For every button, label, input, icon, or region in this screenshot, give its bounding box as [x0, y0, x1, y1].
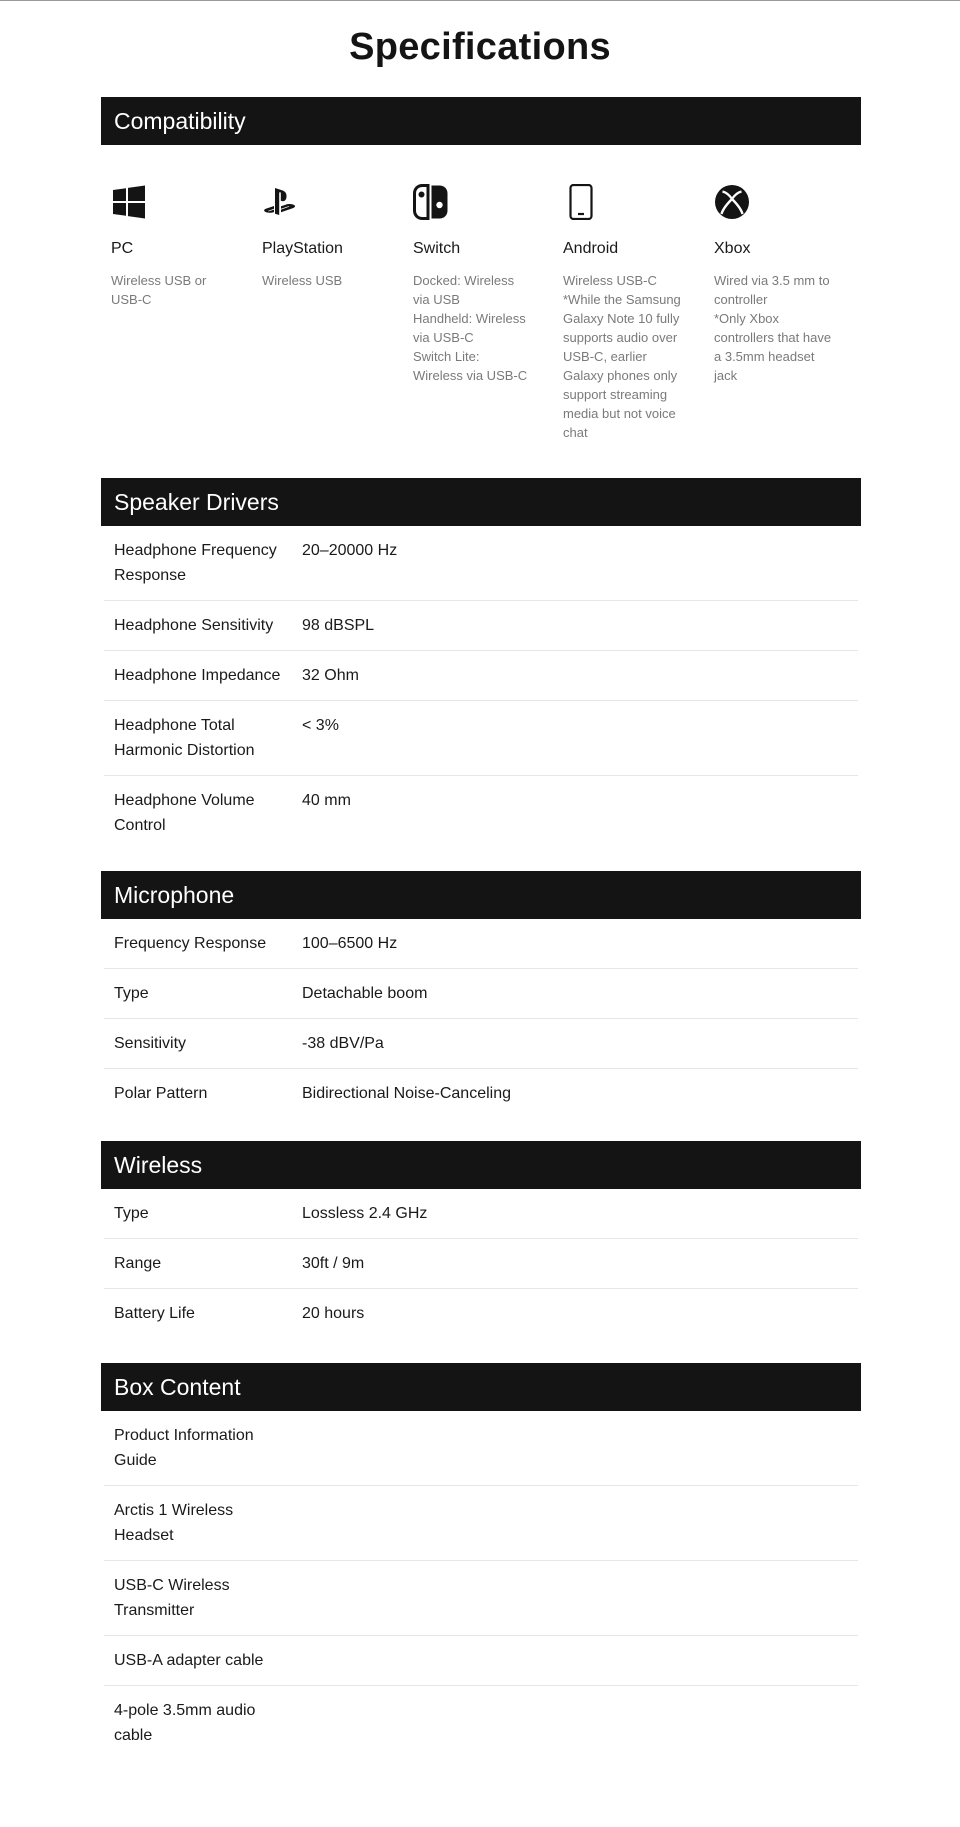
spec-value: 20 hours [302, 1305, 365, 1322]
speaker-drivers-table [104, 526, 858, 850]
table-row [104, 1019, 858, 1069]
spec-value: < 3% [302, 717, 339, 734]
spec-value: Bidirectional Noise-Canceling [302, 1085, 511, 1102]
compat-name: PC [111, 240, 134, 257]
windows-icon [111, 184, 147, 220]
table-row [104, 1069, 858, 1118]
spec-label: Polar Pattern [114, 1085, 208, 1102]
compat-playstation [262, 184, 402, 290]
smartphone-icon [563, 184, 599, 220]
spec-label: Battery Life [114, 1305, 195, 1322]
spec-value [302, 1698, 858, 1748]
compat-name: Switch [413, 240, 461, 257]
compat-name: Xbox [714, 240, 751, 257]
spec-label: Type [114, 985, 149, 1002]
table-row [104, 1239, 858, 1289]
compat-description: Wireless USB [262, 273, 343, 288]
spec-label: Type [114, 1205, 149, 1222]
compat-pc [111, 184, 251, 309]
table-row [104, 969, 858, 1019]
compat-switch [413, 184, 553, 385]
table-row [104, 1289, 858, 1338]
nintendo-switch-icon [413, 184, 449, 220]
top-divider [0, 0, 960, 1]
compat-description: Docked: Wireless via USB Handheld: Wireless via USB-C Switch Lite: Wireless via USB-C [413, 273, 528, 383]
table-row [104, 1411, 858, 1486]
compat-description: Wireless USB or USB-C [111, 273, 207, 307]
spec-value [302, 1648, 858, 1673]
spec-value: -38 dBV/Pa [302, 1035, 384, 1052]
spec-label: Range [114, 1255, 162, 1272]
spec-value [302, 1573, 858, 1623]
table-row [104, 1686, 858, 1760]
table-row [104, 1636, 858, 1686]
spec-label: Headphone Impedance [114, 667, 281, 684]
section-heading-speaker-drivers: Speaker Drivers [101, 478, 861, 526]
wireless-table [104, 1189, 858, 1338]
spec-label: USB-A adapter cable [114, 1652, 264, 1669]
spec-label: Headphone Total Harmonic Distortion [114, 717, 255, 759]
section-heading-compatibility: Compatibility [101, 97, 861, 145]
spec-label: Arctis 1 Wireless Headset [114, 1502, 234, 1544]
section-heading-wireless: Wireless [101, 1141, 861, 1189]
compat-name: Android [563, 240, 619, 257]
spec-value: 20–20000 Hz [302, 542, 398, 559]
table-row [104, 919, 858, 969]
microphone-table [104, 919, 858, 1118]
spec-label: Sensitivity [114, 1035, 187, 1052]
compat-description: Wired via 3.5 mm to controller *Only Xbox controllers that have a 3.5mm headset jack [714, 273, 832, 383]
table-row [104, 526, 858, 601]
spec-value: 40 mm [302, 792, 351, 809]
spec-value [302, 1423, 858, 1473]
section-heading-box-content: Box Content [101, 1363, 861, 1411]
table-row [104, 1561, 858, 1636]
spec-label: Product Information Guide [114, 1427, 254, 1469]
spec-value: 98 dBSPL [302, 617, 375, 634]
spec-label: Headphone Sensitivity [114, 617, 274, 634]
compat-android [563, 184, 703, 442]
compat-name: PlayStation [262, 240, 343, 257]
compat-xbox [714, 184, 854, 385]
compat-description: Wireless USB-C *While the Samsung Galaxy Note 10 fully supports audio over USB-C, earlier Galaxy phones only support streaming media but not voice chat [563, 273, 681, 440]
xbox-icon [714, 184, 750, 220]
spec-value: Lossless 2.4 GHz [302, 1205, 428, 1222]
spec-label: Frequency Response [114, 935, 267, 952]
table-row [104, 1486, 858, 1561]
spec-label: 4-pole 3.5mm audio cable [114, 1702, 256, 1744]
spec-value: Detachable boom [302, 985, 428, 1002]
spec-value: 32 Ohm [302, 667, 359, 684]
table-row [104, 776, 858, 850]
box-content-table [104, 1411, 858, 1760]
spec-label: USB-C Wireless Transmitter [114, 1577, 230, 1619]
spec-value: 30ft / 9m [302, 1255, 365, 1272]
playstation-icon [262, 184, 298, 220]
spec-value: 100–6500 Hz [302, 935, 398, 952]
spec-value [302, 1498, 858, 1548]
page-title: Specifications [349, 26, 611, 68]
table-row [104, 601, 858, 651]
section-heading-microphone: Microphone [101, 871, 861, 919]
table-row [104, 651, 858, 701]
spec-label: Headphone Frequency Response [114, 542, 277, 584]
table-row [104, 1189, 858, 1239]
spec-label: Headphone Volume Control [114, 792, 255, 834]
table-row [104, 701, 858, 776]
